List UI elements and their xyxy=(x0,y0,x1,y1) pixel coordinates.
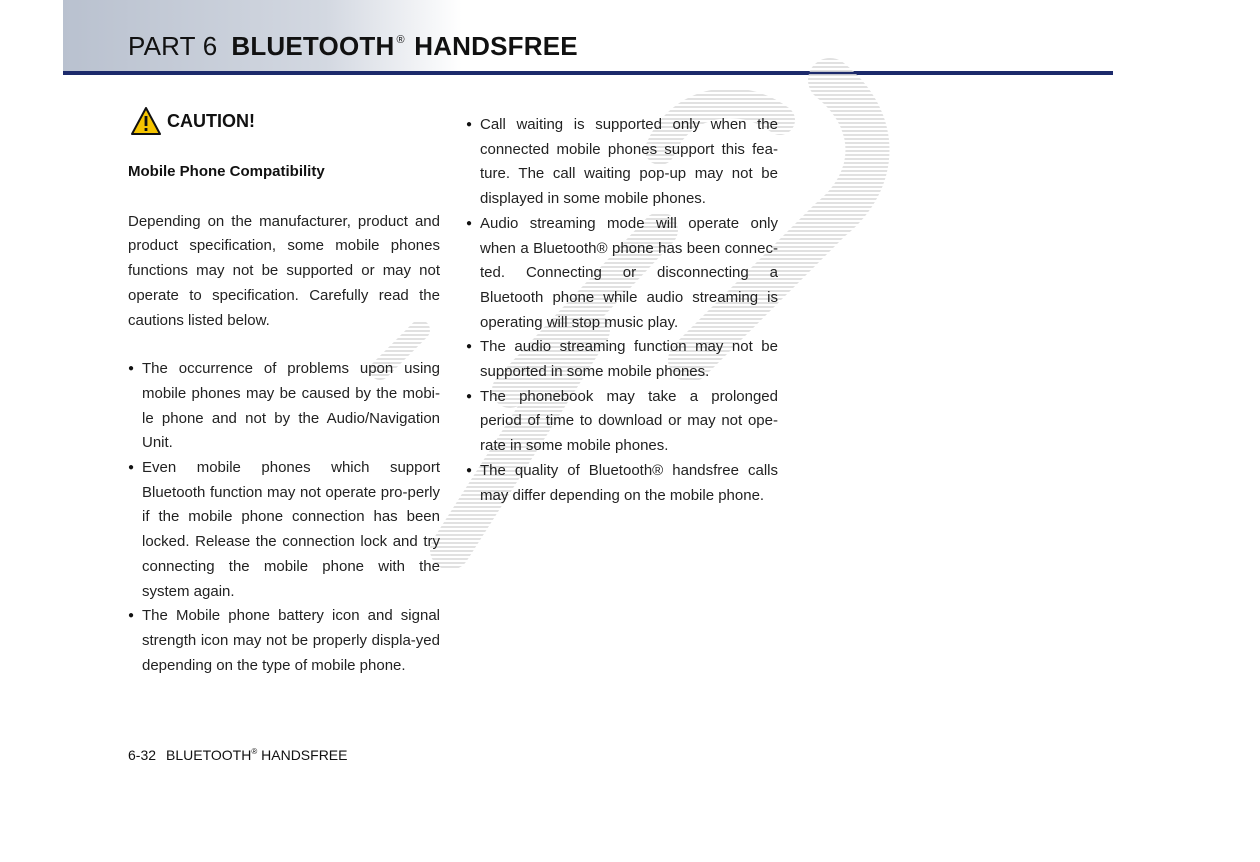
registered-mark: ® xyxy=(396,34,405,46)
warning-triangle-icon xyxy=(131,107,161,135)
section-title: BLUETOOTH ® HANDSFREE xyxy=(231,31,578,61)
caution-heading xyxy=(131,105,440,137)
left-bullet-list xyxy=(128,357,440,678)
part-number: PART 6 xyxy=(128,31,218,61)
caution-label: CAUTION! xyxy=(167,110,255,131)
footer-section-suffix: HANDSFREE xyxy=(261,747,348,763)
list-item: ● Audio streaming mode will operate only when a Bluetooth® phone has been connec-ted. Connecting or disconnecting a Bluetooth phone while audio streaming is operating will stop music play. xyxy=(466,212,778,336)
right-column xyxy=(466,113,778,508)
list-item: ● The quality of Bluetooth® handsfree calls may differ depending on the mobile phone. xyxy=(466,459,778,508)
page-number: 6-32 xyxy=(128,747,157,763)
footer-section-name: BLUETOOTH xyxy=(166,747,252,763)
header-rule xyxy=(63,71,1113,75)
list-item: ● Even mobile phones which support Bluetooth function may not operate pro-perly if the mobile phone connection has been locked. Release the connection lock and try connecting the mobile phone with the system again. xyxy=(128,456,440,604)
list-item: ● The Mobile phone battery icon and signal strength icon may not be properly displa-yed depending on the type of mobile phone. xyxy=(128,604,440,678)
page-footer xyxy=(128,747,348,763)
list-item: ● Call waiting is supported only when the connected mobile phones support this fea-ture. The call waiting pop-up may not be displayed in some mobile phones. xyxy=(466,113,778,212)
list-item: ● The occurrence of problems upon using mobile phones may be caused by the mobi-le phone and not by the Audio/Navigation Unit. xyxy=(128,357,440,456)
subheading: Mobile Phone Compatibility xyxy=(128,163,325,180)
list-item: ● The audio streaming function may not be supported in some mobile phones. xyxy=(466,335,778,384)
list-item: ● The phonebook may take a prolonged period of time to download or may not ope-rate in some mobile phones. xyxy=(466,385,778,459)
right-bullet-list xyxy=(466,113,778,508)
page-title xyxy=(128,31,578,62)
intro-paragraph: Depending on the manufacturer, product and product specification, some mobile phones functions may not be supported or may not operate to specification. Carefully read the cautions listed below. xyxy=(128,212,440,329)
left-column xyxy=(128,105,440,678)
footer-registered-mark: ® xyxy=(251,747,258,756)
